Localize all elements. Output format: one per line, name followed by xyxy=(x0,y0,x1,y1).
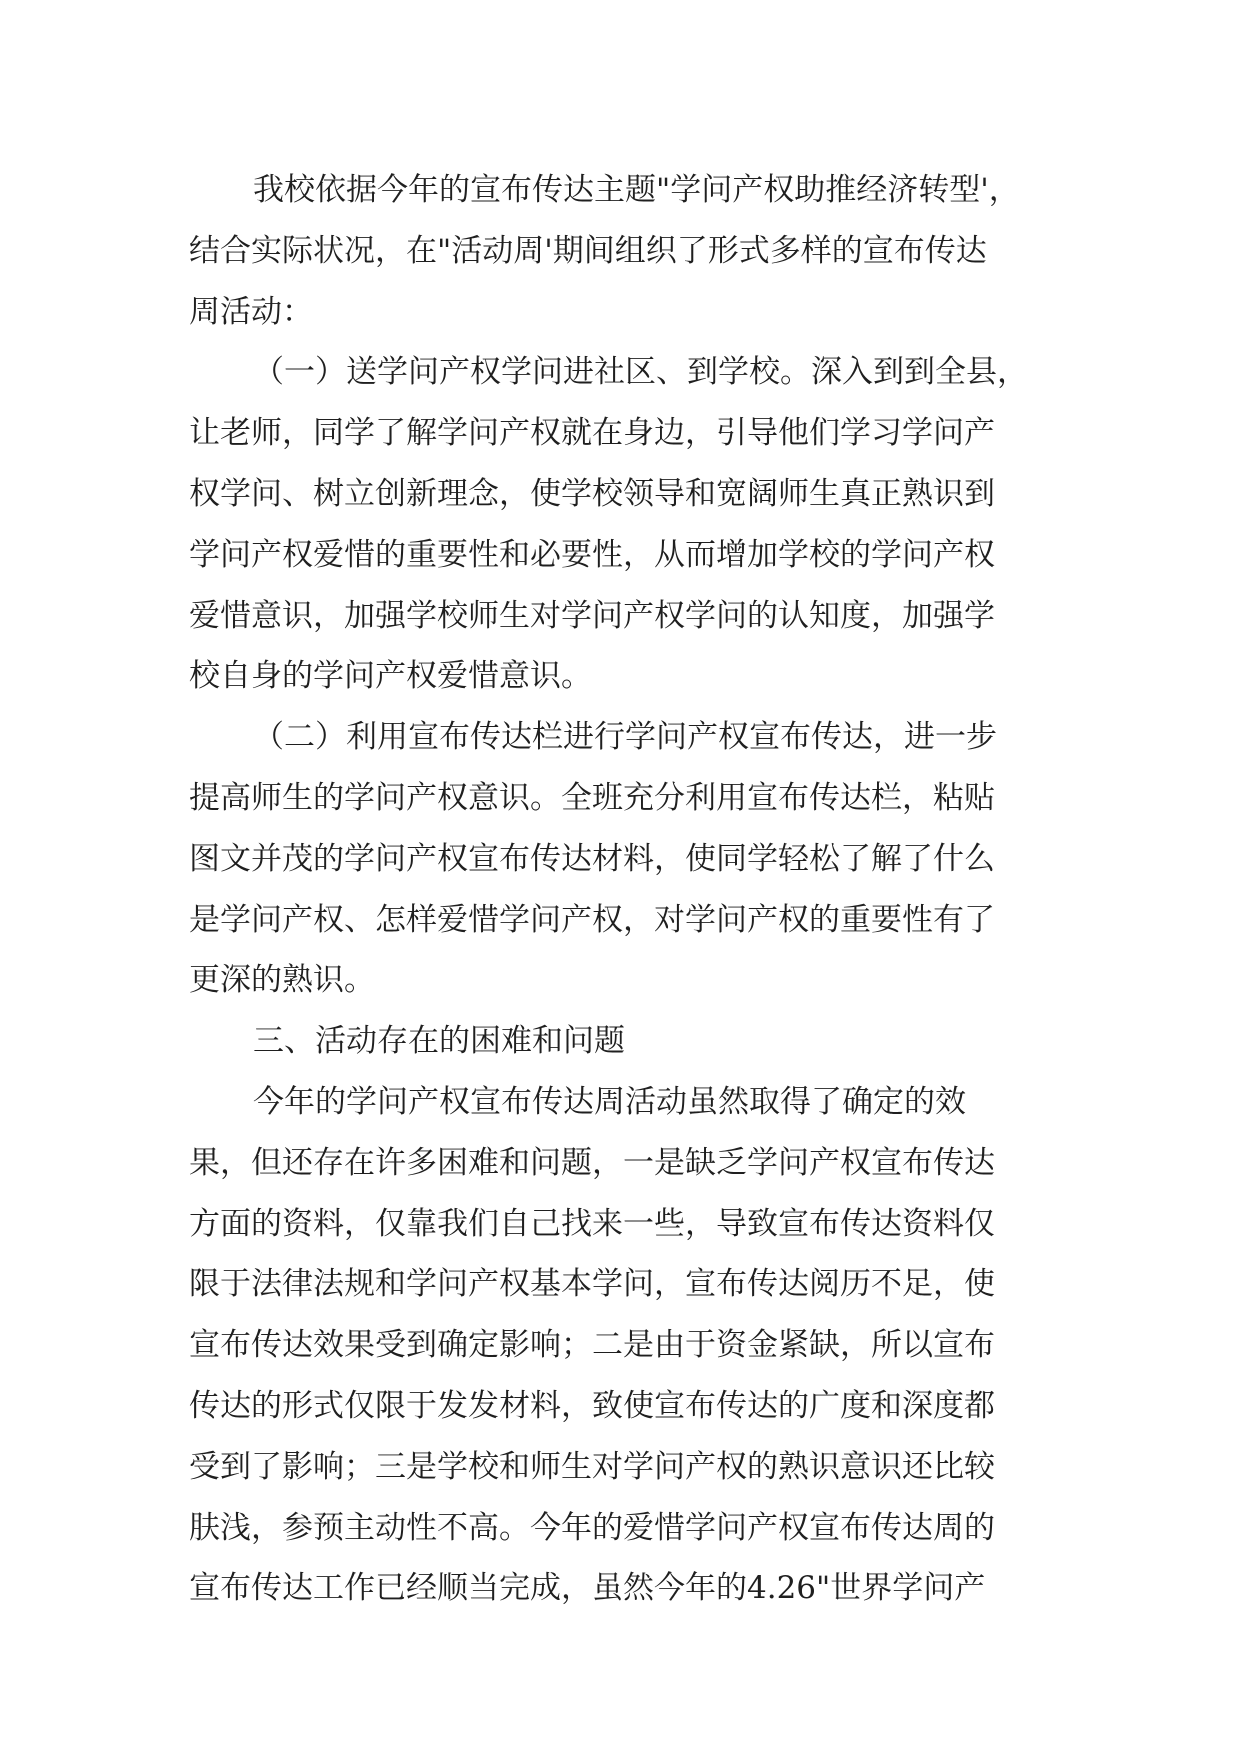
text-line: 我校依据今年的宣布传达主题"学问产权助推经济转型'， xyxy=(253,172,1020,208)
text-line: 周活动： xyxy=(189,293,313,330)
paragraph xyxy=(189,1011,1059,1072)
paragraph xyxy=(189,160,1059,342)
paragraph xyxy=(189,707,1059,1011)
text-line: 果，但还存在许多困难和问题，一是缺乏学问产权宣布传达 xyxy=(189,1144,995,1181)
text-line: 方面的资料，仅靠我们自己找来一些，导致宣布传达资料仅 xyxy=(189,1205,995,1242)
text-line: 肤浅，参预主动性不高。今年的爱惜学问产权宣布传达周的 xyxy=(189,1509,995,1546)
document-body xyxy=(189,160,1059,1619)
text-line: 提高师生的学问产权意识。全班充分利用宣布传达栏，粘贴 xyxy=(189,779,995,816)
text-line: 爱惜意识，加强学校师生对学问产权学问的认知度，加强学 xyxy=(189,597,995,634)
text-line: 传达的形式仅限于发发材料，致使宣布传达的广度和深度都 xyxy=(189,1387,995,1424)
text-line: （二）利用宣布传达栏进行学问产权宣布传达，进一步 xyxy=(253,719,997,756)
text-line: 受到了影响；三是学校和师生对学问产权的熟识意识还比较 xyxy=(189,1448,995,1485)
text-line: 校自身的学问产权爱惜意识。 xyxy=(189,658,592,695)
text-line: 宣布传达工作已经顺当完成，虽然今年的4.26"世界学问产 xyxy=(189,1570,986,1607)
text-line: 今年的学问产权宣布传达周活动虽然取得了确定的效 xyxy=(253,1083,966,1120)
text-line: 让老师，同学了解学问产权就在身边，引导他们学习学问产 xyxy=(189,415,995,452)
text-line: 图文并茂的学问产权宣布传达材料，使同学轻松了解了什么 xyxy=(189,840,995,877)
text-line: 宣布传达效果受到确定影响；二是由于资金紧缺，所以宣布 xyxy=(189,1327,995,1364)
text-line: 三、活动存在的困难和问题 xyxy=(253,1023,625,1060)
text-line: 限于法律法规和学问产权基本学问，宣布传达阅历不足，使 xyxy=(189,1266,995,1303)
text-line: 学问产权爱惜的重要性和必要性，从而增加学校的学问产权 xyxy=(189,536,995,573)
text-line: 结合实际状况，在"活动周'期间组织了形式多样的宣布传达 xyxy=(189,232,987,269)
text-line: 是学问产权、怎样爱惜学问产权，对学问产权的重要性有了 xyxy=(189,901,995,938)
text-line: （一）送学问产权学问进社区、到学校。深入到到全县， xyxy=(253,354,1028,391)
paragraph xyxy=(189,342,1059,707)
paragraph xyxy=(189,1072,1059,1619)
text-line: 更深的熟识。 xyxy=(189,962,375,999)
text-line: 权学问、树立创新理念，使学校领导和宽阔师生真正熟识到 xyxy=(189,475,995,512)
